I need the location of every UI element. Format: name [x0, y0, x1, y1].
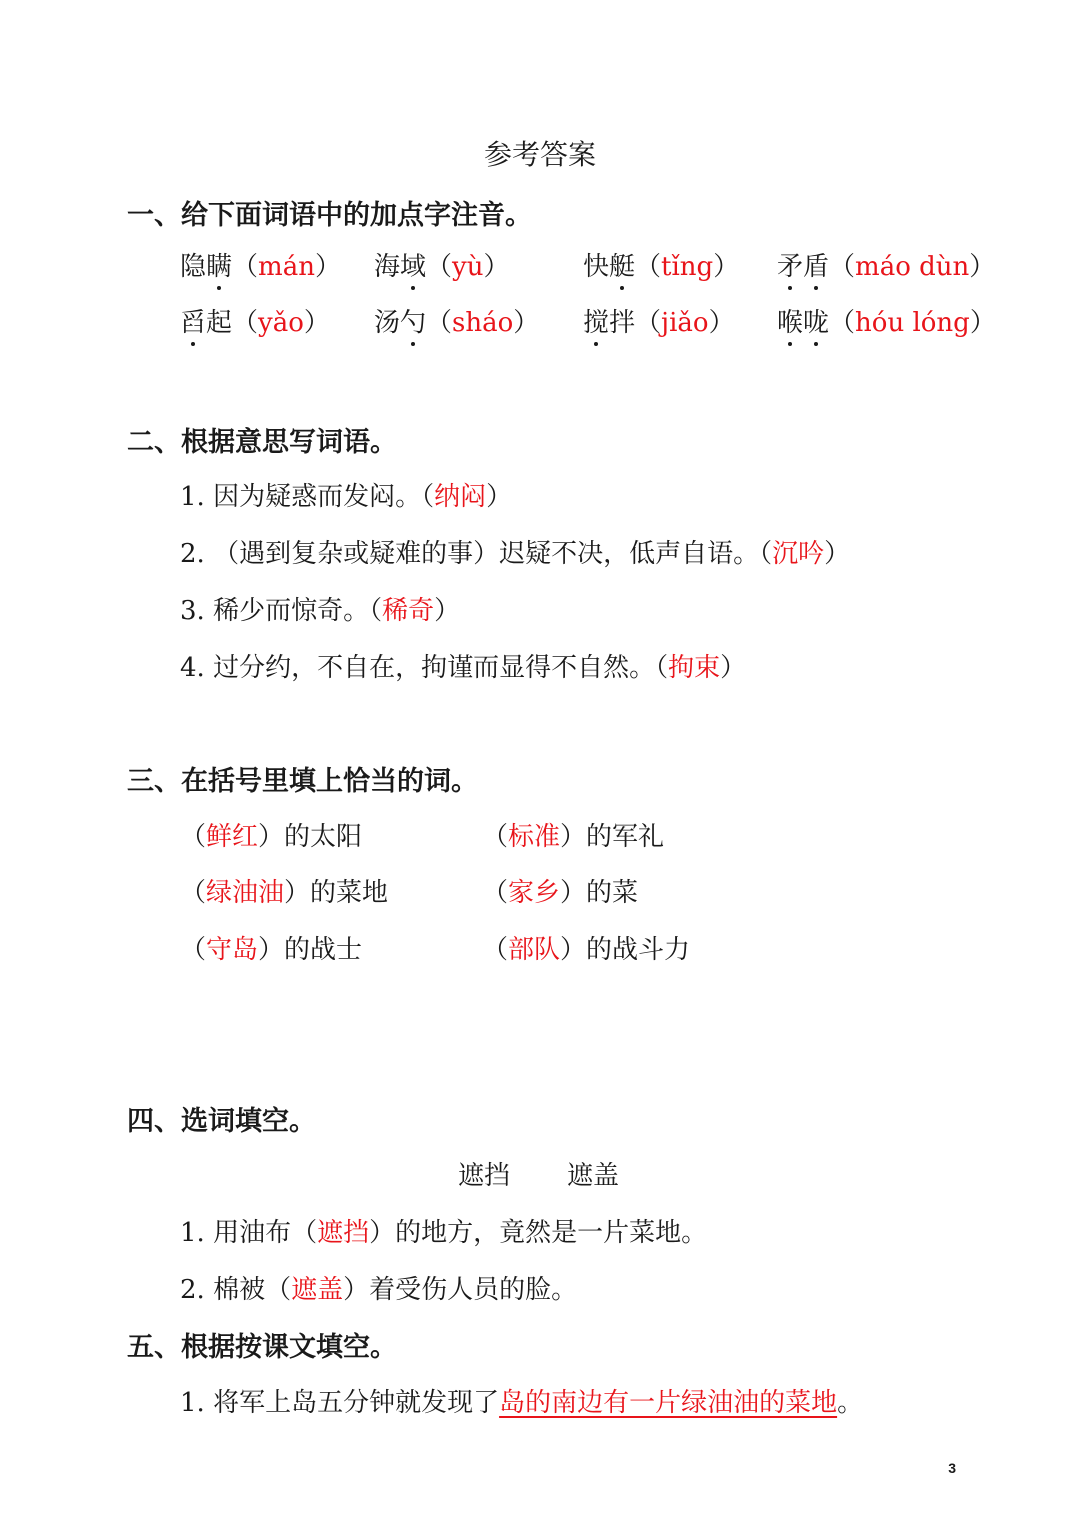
paren-close: ） [486, 482, 513, 512]
fill-item [482, 872, 638, 909]
word-char: 域 [400, 246, 426, 283]
fill-answer: 守岛 [206, 935, 259, 965]
paren-close: ） [969, 252, 996, 282]
paren-open: （ [369, 596, 383, 626]
pinyin-answer: yù [452, 252, 484, 282]
paren-close: ） [434, 596, 461, 626]
fill-answer: 鲜红 [206, 822, 259, 852]
paren-close: ） [303, 308, 330, 338]
pinyin-answer: máo dùn [855, 252, 970, 282]
meaning-item [180, 476, 512, 513]
paren-close: ） [713, 252, 740, 282]
meaning-text: 2. （遇到复杂或疑难的事）迟疑不决，低声自语。 [180, 539, 760, 569]
section2-heading: 二、根据意思写词语。 [127, 427, 397, 458]
paren-open: （ [426, 308, 453, 338]
paren-open: （ [829, 252, 856, 282]
paren-close: ） [258, 822, 285, 852]
choice-answer: 遮挡 [317, 1218, 370, 1248]
section1-heading: 一、给下面词语中的加点字注音。 [127, 200, 532, 231]
paren-open: （ [291, 1218, 318, 1248]
paren-open: （ [421, 482, 435, 512]
text-fill-answer: 岛的南边有一片绿油油的菜地 [499, 1388, 838, 1418]
pinyin-item [583, 302, 735, 339]
meaning-item [180, 533, 850, 570]
meaning-text: 1. 因为疑惑而发闷。 [180, 482, 422, 512]
paren-close: ） [560, 822, 587, 852]
paren-close: ） [284, 878, 311, 908]
meaning-answer: 稀奇 [382, 596, 435, 626]
page-number: 3 [948, 1460, 956, 1476]
pinyin-item [180, 246, 341, 283]
word-choice-2: 遮盖 [567, 1161, 620, 1191]
pinyin-item [374, 302, 539, 339]
word-char: 拌 [609, 308, 636, 338]
pinyin-answer: sháo [452, 308, 514, 338]
pinyin-item [777, 246, 995, 283]
paren-close: ） [483, 252, 510, 282]
paren-close: ） [560, 935, 587, 965]
fill-item [180, 816, 362, 853]
paren-open: （ [759, 539, 773, 569]
paren-open: （ [482, 878, 509, 908]
word-char: 隐 [180, 252, 207, 282]
fill-item [482, 929, 690, 966]
choice-after: 的地方，竟然是一片菜地。 [395, 1218, 708, 1248]
text-fill-before: 1. 将军上岛五分钟就发现了 [180, 1388, 500, 1418]
word-char: 起 [206, 308, 233, 338]
fill-item [180, 872, 388, 909]
word-char: 海 [374, 252, 401, 282]
paren-close: ） [513, 308, 540, 338]
choice-after: 着受伤人员的脸。 [369, 1275, 578, 1305]
paren-open: （ [635, 252, 662, 282]
choice-before: 2. 棉被 [180, 1275, 266, 1305]
word-char: 艇 [609, 246, 635, 283]
paren-open: （ [232, 308, 259, 338]
pinyin-answer: tǐng [661, 252, 714, 282]
paren-open: （ [180, 935, 207, 965]
pinyin-item [583, 246, 739, 283]
page-title: 参考答案 [483, 138, 596, 171]
word-char: 勺 [400, 302, 426, 339]
word-choice-1: 遮挡 [458, 1161, 511, 1191]
paren-close: ） [708, 308, 735, 338]
paren-open: （ [655, 653, 669, 683]
paren-close: ） [824, 539, 851, 569]
meaning-item [180, 647, 746, 684]
text-fill-after: 。 [837, 1388, 864, 1418]
choice-before: 1. 用油布 [180, 1218, 292, 1248]
word-char: 快 [583, 252, 610, 282]
word-char: 搅 [583, 302, 609, 339]
pinyin-answer: yǎo [258, 308, 304, 338]
fill-answer: 家乡 [508, 878, 561, 908]
paren-close: ） [343, 1275, 370, 1305]
meaning-answer: 纳闷 [434, 482, 487, 512]
meaning-text: 4. 过分约，不自在，拘谨而显得不自然。 [180, 653, 656, 683]
word-char: 矛 [777, 246, 803, 283]
choice-answer: 遮盖 [291, 1275, 344, 1305]
paren-open: （ [635, 308, 662, 338]
pinyin-answer: mán [258, 252, 315, 282]
word-char: 汤 [374, 308, 401, 338]
paren-open: （ [180, 822, 207, 852]
fill-item [180, 929, 362, 966]
paren-open: （ [829, 308, 856, 338]
pinyin-answer: jiǎo [661, 308, 709, 338]
paren-open: （ [426, 252, 453, 282]
text-fill-item [180, 1382, 863, 1419]
paren-open: （ [180, 878, 207, 908]
fill-rest: 的战斗力 [586, 935, 691, 965]
word-char: 盾 [803, 246, 829, 283]
paren-open: （ [232, 252, 259, 282]
paren-close: ） [969, 308, 996, 338]
pinyin-item [374, 246, 510, 283]
paren-close: ） [720, 653, 747, 683]
paren-open: （ [482, 822, 509, 852]
meaning-item [180, 590, 460, 627]
paren-close: ） [560, 878, 587, 908]
word-char: 舀 [180, 302, 206, 339]
paren-open: （ [482, 935, 509, 965]
word-char: 瞒 [206, 246, 232, 283]
paren-close: ） [369, 1218, 396, 1248]
pinyin-answer: hóu lóng [855, 308, 970, 338]
choice-item [180, 1212, 707, 1249]
fill-answer: 部队 [508, 935, 561, 965]
word-char: 咙 [803, 302, 829, 339]
meaning-text: 3. 稀少而惊奇。 [180, 596, 370, 626]
fill-rest: 的菜 [586, 878, 639, 908]
meaning-answer: 拘束 [668, 653, 721, 683]
meaning-answer: 沉吟 [772, 539, 825, 569]
section4-heading: 四、选词填空。 [127, 1106, 316, 1137]
fill-rest: 的太阳 [284, 822, 363, 852]
choice-item [180, 1269, 577, 1306]
word-char: 喉 [777, 302, 803, 339]
paren-open: （ [265, 1275, 292, 1305]
pinyin-item [777, 302, 996, 339]
section3-heading: 三、在括号里填上恰当的词。 [127, 766, 478, 797]
paren-close: ） [258, 935, 285, 965]
fill-answer: 绿油油 [206, 878, 285, 908]
pinyin-item [180, 302, 330, 339]
fill-rest: 的军礼 [586, 822, 665, 852]
section5-heading: 五、根据按课文填空。 [127, 1332, 397, 1363]
fill-rest: 的战士 [284, 935, 363, 965]
fill-item [482, 816, 664, 853]
fill-answer: 标准 [508, 822, 561, 852]
fill-rest: 的菜地 [310, 878, 389, 908]
paren-close: ） [314, 252, 341, 282]
